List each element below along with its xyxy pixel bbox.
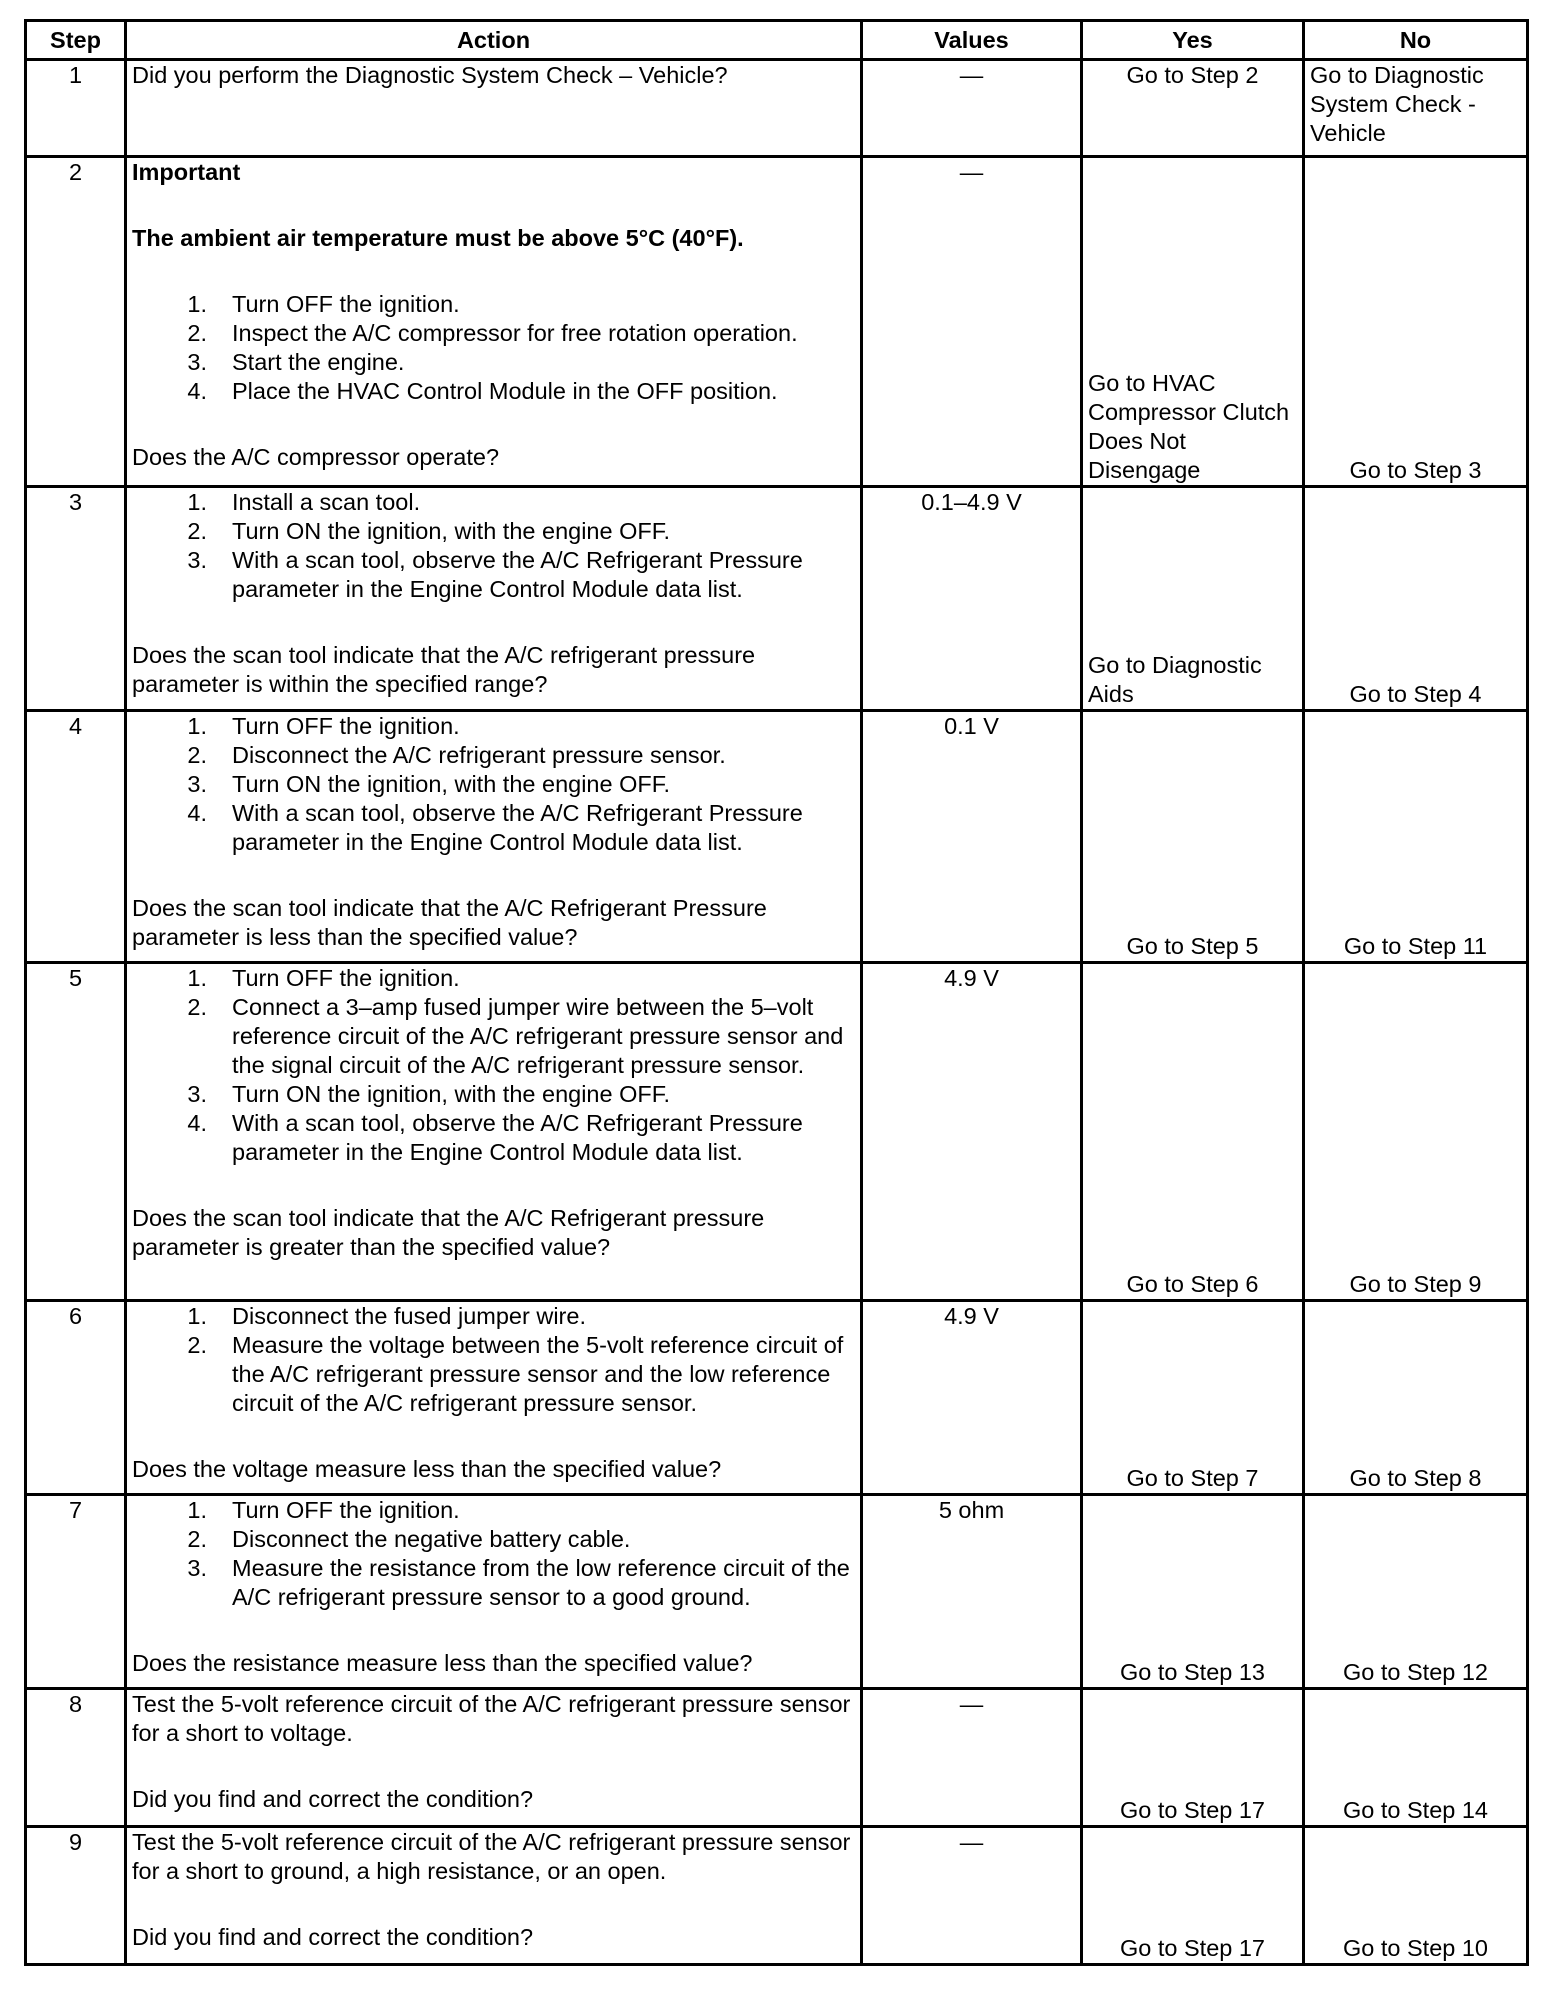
table-row bbox=[26, 487, 1528, 711]
yes-cell bbox=[1082, 1827, 1304, 1965]
values-cell: — bbox=[862, 60, 1082, 157]
action-cell bbox=[126, 963, 862, 1301]
list-item: 1. Turn OFF the ignition. bbox=[187, 713, 460, 739]
table-row bbox=[26, 1495, 1528, 1689]
list-item: 3. Measure the resistance from the low reference circuit of the A/C refrigerant pressure sensor to a good ground. bbox=[187, 1555, 850, 1610]
yes-cell bbox=[1082, 1301, 1304, 1495]
list-item: 3. Turn ON the ignition, with the engine OFF. bbox=[187, 1081, 671, 1107]
step-number: 4 bbox=[26, 711, 126, 963]
action-cell bbox=[126, 1495, 862, 1689]
list-item: 3. With a scan tool, observe the A/C Refrigerant Pressure parameter in the Engine Control Module data list. bbox=[187, 547, 803, 602]
question-text: Does the resistance measure less than the specified value? bbox=[132, 1650, 753, 1676]
no-cell bbox=[1304, 60, 1528, 157]
action-cell bbox=[126, 157, 862, 487]
yes-cell bbox=[1082, 1689, 1304, 1827]
yes-text: Go to Step 17 bbox=[1119, 1935, 1266, 1961]
table-row bbox=[26, 1827, 1528, 1965]
values-cell: — bbox=[862, 1689, 1082, 1827]
step-number: 1 bbox=[26, 60, 126, 157]
step-number: 8 bbox=[26, 1689, 126, 1827]
list-item: 3. Turn ON the ignition, with the engine OFF. bbox=[187, 771, 671, 797]
list-item: 4. With a scan tool, observe the A/C Refrigerant Pressure parameter in the Engine Control Module data list. bbox=[187, 1110, 803, 1165]
action-cell bbox=[126, 1827, 862, 1965]
no-cell bbox=[1304, 963, 1528, 1301]
yes-text: Go to HVAC Compressor Clutch Does Not Disengage bbox=[1088, 370, 1290, 483]
list-item: 4. Place the HVAC Control Module in the OFF position. bbox=[187, 378, 778, 404]
step-number: 3 bbox=[26, 487, 126, 711]
list-item: 1. Turn OFF the ignition. bbox=[187, 965, 460, 991]
step-list bbox=[132, 1496, 855, 1612]
list-item: 3. Start the engine. bbox=[187, 349, 405, 375]
action-cell bbox=[126, 487, 862, 711]
step-number: 7 bbox=[26, 1495, 126, 1689]
no-cell bbox=[1304, 1689, 1528, 1827]
header-action: Action bbox=[126, 21, 862, 60]
yes-text: Go to Step 6 bbox=[1126, 1271, 1259, 1297]
list-item: 1. Install a scan tool. bbox=[187, 489, 421, 515]
no-cell bbox=[1304, 157, 1528, 487]
yes-cell bbox=[1082, 60, 1304, 157]
question-text: Does the scan tool indicate that the A/C Refrigerant pressure parameter is greater than the specified value? bbox=[132, 1205, 765, 1260]
table-row bbox=[26, 157, 1528, 487]
action-text: Test the 5-volt reference circuit of the A/C refrigerant pressure sensor for a short to voltage. bbox=[132, 1691, 851, 1746]
table-row bbox=[26, 1689, 1528, 1827]
no-cell bbox=[1304, 1301, 1528, 1495]
list-item: 4. With a scan tool, observe the A/C Refrigerant Pressure parameter in the Engine Control Module data list. bbox=[187, 800, 803, 855]
header-yes: Yes bbox=[1082, 21, 1304, 60]
action-text: Did you perform the Diagnostic System Check – Vehicle? bbox=[132, 62, 728, 88]
step-number: 2 bbox=[26, 157, 126, 487]
table-row bbox=[26, 711, 1528, 963]
question-text: Did you find and correct the condition? bbox=[132, 1924, 534, 1950]
list-item: 1. Turn OFF the ignition. bbox=[187, 291, 460, 317]
no-cell bbox=[1304, 711, 1528, 963]
question-text: Does the voltage measure less than the specified value? bbox=[132, 1456, 722, 1482]
values-cell: — bbox=[862, 157, 1082, 487]
no-text: Go to Step 12 bbox=[1342, 1659, 1489, 1685]
no-text: Go to Step 10 bbox=[1342, 1935, 1489, 1961]
values-cell: 4.9 V bbox=[862, 963, 1082, 1301]
question-text: Did you find and correct the condition? bbox=[132, 1786, 534, 1812]
list-item: 2. Measure the voltage between the 5-volt reference circuit of the A/C refrigerant pressure sensor and the low reference circuit of the A/C refrigerant pressure sensor. bbox=[187, 1332, 844, 1416]
header-values: Values bbox=[862, 21, 1082, 60]
action-cell bbox=[126, 711, 862, 963]
values-cell: — bbox=[862, 1827, 1082, 1965]
no-text: Go to Diagnostic System Check - Vehicle bbox=[1310, 62, 1484, 146]
no-text: Go to Step 11 bbox=[1343, 933, 1488, 959]
list-item: 2. Turn ON the ignition, with the engine OFF. bbox=[187, 518, 671, 544]
step-list bbox=[132, 712, 855, 857]
yes-text: Go to Step 17 bbox=[1119, 1797, 1266, 1823]
question-text: Does the scan tool indicate that the A/C refrigerant pressure parameter is within the specified range? bbox=[132, 642, 756, 697]
header-no: No bbox=[1304, 21, 1528, 60]
step-list bbox=[132, 290, 855, 406]
list-item: 1. Turn OFF the ignition. bbox=[187, 1497, 460, 1523]
yes-cell bbox=[1082, 157, 1304, 487]
important-title: Important bbox=[132, 159, 241, 185]
table-row bbox=[26, 1301, 1528, 1495]
step-list bbox=[132, 964, 855, 1167]
yes-text: Go to Diagnostic Aids bbox=[1088, 652, 1262, 707]
step-list bbox=[132, 1302, 855, 1418]
values-cell: 4.9 V bbox=[862, 1301, 1082, 1495]
step-number: 6 bbox=[26, 1301, 126, 1495]
action-text: Test the 5-volt reference circuit of the A/C refrigerant pressure sensor for a short to ground, a high resistance, or an open. bbox=[132, 1829, 851, 1884]
diagnostic-table bbox=[24, 19, 1529, 1966]
yes-cell bbox=[1082, 963, 1304, 1301]
action-cell bbox=[126, 1689, 862, 1827]
action-cell bbox=[126, 60, 862, 157]
values-cell: 0.1–4.9 V bbox=[862, 487, 1082, 711]
step-number: 9 bbox=[26, 1827, 126, 1965]
values-cell: 0.1 V bbox=[862, 711, 1082, 963]
table-row bbox=[26, 60, 1528, 157]
yes-text: Go to Step 5 bbox=[1126, 933, 1259, 959]
yes-text: Go to Step 7 bbox=[1126, 1465, 1259, 1491]
list-item: 1. Disconnect the fused jumper wire. bbox=[187, 1303, 586, 1329]
question-text: Does the scan tool indicate that the A/C Refrigerant Pressure parameter is less than the specified value? bbox=[132, 895, 767, 950]
no-text: Go to Step 3 bbox=[1349, 457, 1482, 483]
important-note: The ambient air temperature must be above 5°C (40°F). bbox=[132, 225, 744, 251]
values-cell: 5 ohm bbox=[862, 1495, 1082, 1689]
no-text: Go to Step 4 bbox=[1349, 681, 1482, 707]
list-item: 2. Disconnect the negative battery cable. bbox=[187, 1526, 631, 1552]
yes-text: Go to Step 2 bbox=[1126, 62, 1259, 88]
no-text: Go to Step 8 bbox=[1349, 1465, 1482, 1491]
no-text: Go to Step 14 bbox=[1342, 1797, 1489, 1823]
header-step: Step bbox=[26, 21, 126, 60]
list-item: 2. Inspect the A/C compressor for free rotation operation. bbox=[187, 320, 798, 346]
list-item: 2. Connect a 3–amp fused jumper wire between the 5–volt reference circuit of the A/C refrigerant pressure sensor and the signal circuit of the A/C refrigerant pressure sensor. bbox=[187, 994, 844, 1078]
yes-cell bbox=[1082, 487, 1304, 711]
no-text: Go to Step 9 bbox=[1349, 1271, 1482, 1297]
step-list bbox=[132, 488, 855, 604]
list-item: 2. Disconnect the A/C refrigerant pressure sensor. bbox=[187, 742, 726, 768]
yes-text: Go to Step 13 bbox=[1119, 1659, 1266, 1685]
action-cell bbox=[126, 1301, 862, 1495]
question-text: Does the A/C compressor operate? bbox=[132, 444, 500, 470]
step-number: 5 bbox=[26, 963, 126, 1301]
table-row bbox=[26, 963, 1528, 1301]
no-cell bbox=[1304, 1495, 1528, 1689]
no-cell bbox=[1304, 487, 1528, 711]
no-cell bbox=[1304, 1827, 1528, 1965]
header-row bbox=[26, 21, 1528, 60]
yes-cell bbox=[1082, 1495, 1304, 1689]
yes-cell bbox=[1082, 711, 1304, 963]
